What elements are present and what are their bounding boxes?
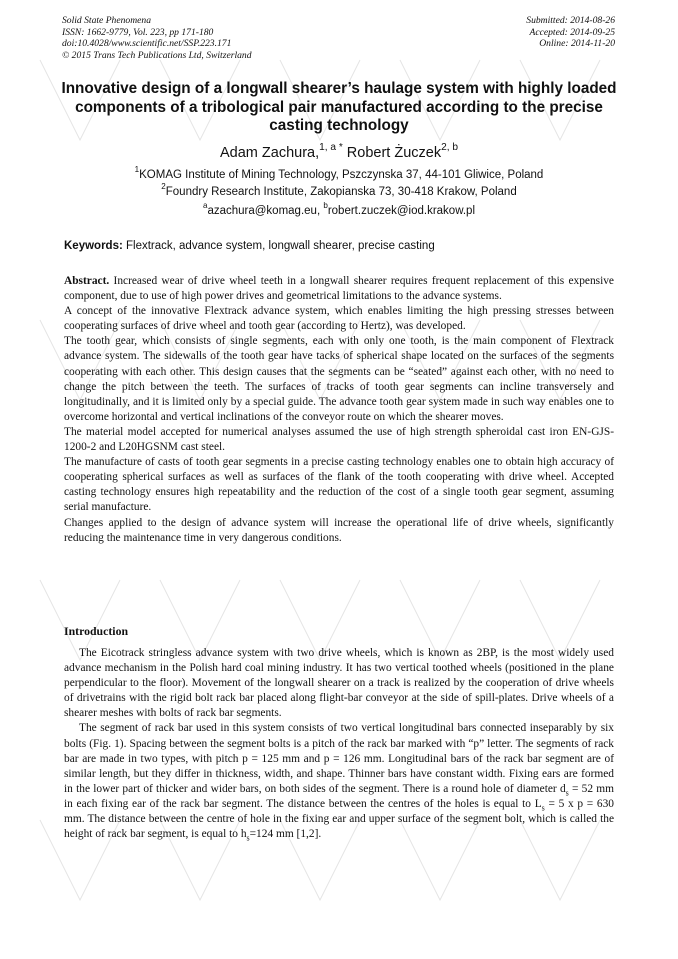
journal-info	[62, 15, 252, 61]
intro-p2-part-d: =124 mm [1,2].	[249, 828, 322, 841]
intro-paragraph-2	[64, 721, 614, 842]
author-2: Robert Żuczek	[342, 145, 442, 161]
affiliation-1	[0, 167, 678, 184]
journal-name: Solid State Phenomena	[62, 15, 151, 26]
abstract-paragraph-2: A concept of the innovative Flextrack advance system, which enables limiting the high pressing stresses between cooperating surfaces of drive wheel and tooth gear (according to Hertz), was developed.	[64, 305, 614, 333]
email-2-link[interactable]: robert.zuczek@iod.krakow.pl	[327, 205, 476, 217]
author-2-marks: 2, b	[441, 142, 458, 154]
paper-title: Innovative design of a longwall shearer’s haulage system with highly loaded components of a tribological pair manufactured according to the precise casting technology	[61, 80, 617, 135]
abstract-paragraph-1	[64, 274, 614, 304]
author-1-marks: 1, a *	[319, 142, 343, 154]
affiliation-2-mark: 2	[161, 181, 166, 191]
intro-paragraph-1: The Eicotrack stringless advance system with two drive wheels, which is known as 2BP, is the most widely used advance mechanism in the Polish hard coal mining industry. It has two vertical toothed wheels (positioned in the plane perpendicular to the floor). Movement of the longwall shearer on a track is realized by the cooperation of drive wheels of drivetrains with the rigid bolt rack bar placed along flight-bar conveyor at the side of spill-plates. Drive wheels of a shearer meshes with bolts of rack bar segments.	[64, 647, 614, 720]
issn-line: ISSN: 1662-9779, Vol. 223, pp 171-180	[62, 26, 214, 38]
affiliation-1-text: KOMAG Institute of Mining Technology, Pszczynska 37, 44-101 Gliwice, Poland	[139, 169, 544, 181]
affiliation-1-mark: 1	[134, 165, 140, 175]
author-list	[0, 142, 678, 162]
author-1: Adam Zachura,	[219, 145, 320, 161]
submitted-date: Submitted: 2014-08-26	[526, 15, 615, 26]
keywords	[64, 239, 616, 253]
copyright-line: © 2015 Trans Tech Publications Ltd, Switzerland	[62, 49, 252, 61]
author-emails	[0, 201, 678, 218]
email-2-mark: b	[323, 201, 328, 211]
abstract-paragraph-4: The material model accepted for numerical analyses assumed the use of high strength spheroidal cast iron EN-GJS-1200-2 and L20HGSNM cast steel.	[64, 425, 614, 454]
abstract-paragraph-6: Changes applied to the design of advance system will increase the operational life of drive wheels, significantly reducing the maintenance time in very dangerous conditions.	[64, 516, 614, 544]
introduction-section	[64, 646, 614, 842]
intro-p2-part-b: = 52 mm in each fixing ear of the rack bar segment. The distance between the centres of the holes is equal to L	[64, 782, 614, 810]
subscript-s: s	[565, 788, 569, 798]
keywords-text: Flextrack, advance system, longwall shearer, precise casting	[122, 240, 435, 252]
affiliations	[0, 167, 678, 200]
email-1-link[interactable]: azachura@komag.eu,	[207, 205, 324, 217]
abstract-paragraph-3: The tooth gear, which consists of single segments, each with only one tooth, is the main component of Flextrack advance system. The sidewalls of the tooth gear have tacks of spherical shape located on the surfaces of the segments cooperating with each other. This design causes that the segments can be “seated” against each other, with no need to change the pitch between the teeth. The surfaces of tracks of tooth gear segments can incline transversely and longitudinally, and it is limited only by a special guide. The advance tooth gear system made in such way enables one to overcome horizontal and vertical inclinations of the conveyor route on which the shearer moves.	[64, 335, 614, 423]
intro-p2-part-a: The segment of rack bar used in this system consists of two vertical longitudinal bars connected inseparably by six bolts (Fig. 1). Spacing between the segment bolts is a pitch of the rack bar marked with “p” letter. The segments of rack bar are made in two types, with pitch p = 125 mm and p = 126 mm. Longitudinal bars of the rack bar segment are of similar length, but they differ in thickness, width, and shape. Thinner bars have constant width. Fixing ears are formed in the lower part of thicker and wider bars, on both sides of the segment. There is a round hole of diameter d	[64, 722, 614, 795]
affiliation-2	[0, 181, 678, 201]
online-date: Online: 2014-11-20	[539, 38, 615, 49]
abstract-p1-text: Increased wear of drive wheel teeth in a longwall shearer requires frequent replacement of this expensive component, due to use of high power drives and geometrical limitations to the advance systems.	[64, 275, 614, 303]
introduction-heading: Introduction	[64, 624, 129, 638]
abstract-paragraph-5: The manufacture of casts of tooth gear segments in a precise casting technology enables one to obtain high accuracy of cooperating spherical surfaces as well as surfaces of the flank of the tooth cooperating with drive wheel. Accepted casting technology ensures high repeatability and the reduction of the cost of a single tooth gear segment, assuming serial manufacture.	[64, 456, 614, 514]
intro-p2-part-c: = 5 x p = 630 mm. The distance between the centre of hole in the fixing ear and upper surface of the segment bolt, which is called the height of rack bar segment, is equal to h	[64, 797, 614, 841]
email-1-mark: a	[202, 201, 208, 211]
abstract-label: Abstract.	[64, 275, 110, 287]
keywords-label: Keywords:	[64, 240, 123, 252]
affiliation-2-text: Foundry Research Institute, Zakopianska 73, 30-418 Krakow, Poland	[165, 185, 517, 198]
doi-link[interactable]: doi:10.4028/www.scientific.net/SSP.223.171	[62, 38, 232, 49]
abstract-section	[64, 274, 614, 546]
subscript-s: s	[541, 803, 545, 813]
publication-dates	[526, 15, 615, 50]
subscript-s: s	[246, 833, 250, 843]
accepted-date: Accepted: 2014-09-25	[529, 26, 615, 38]
